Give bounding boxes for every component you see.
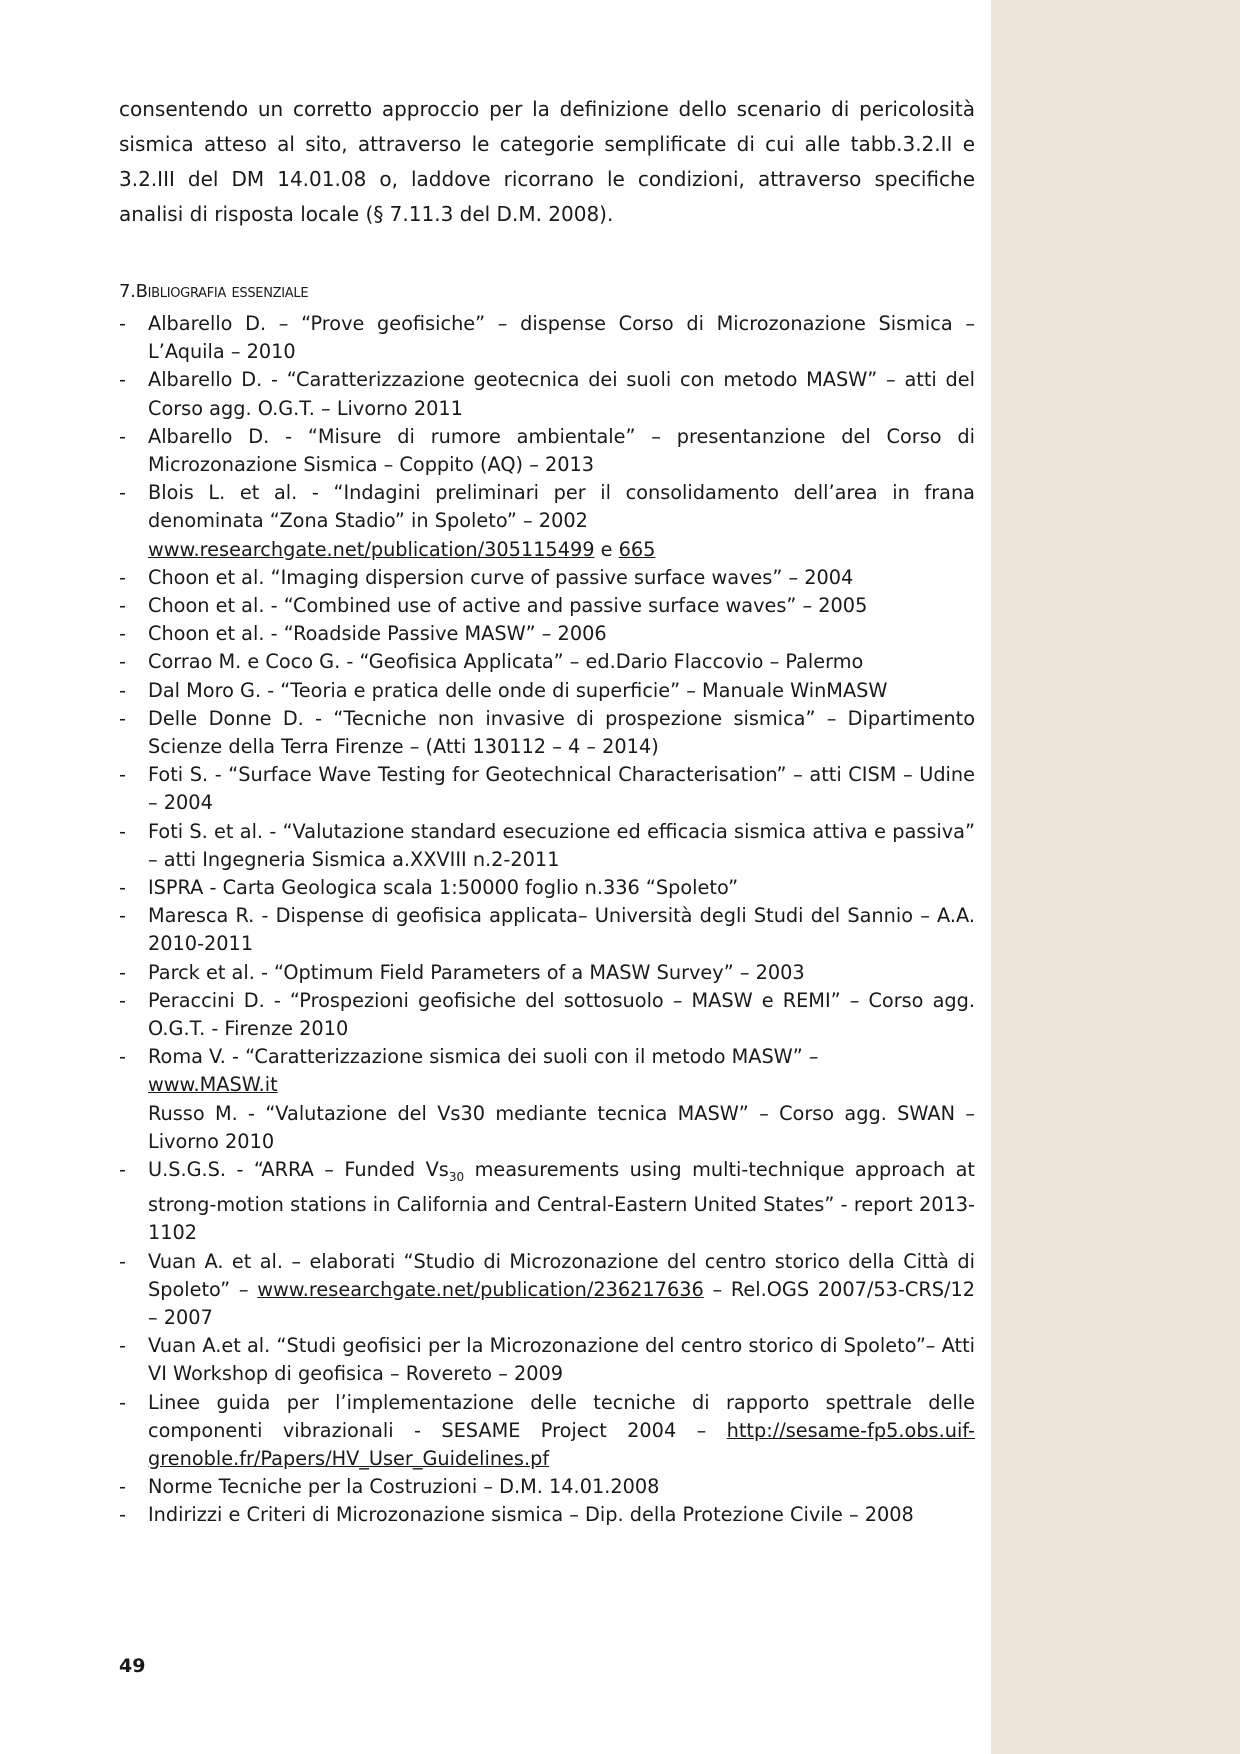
bib-item: - Albarello D. – “Prove geofisiche” – dispense Corso di Microzonazione Sismica – L’Aquila – 2010 bbox=[119, 312, 975, 364]
intro-text: consentendo un corretto approccio per la definizione dello scenario di pericolosità sismica atteso al sito, attraverso le categorie semplificate di cui alle tabb.3.2.II e 3.2.III del DM 14.01.08 o, laddove ricorrano le condizioni, attraverso specifiche analisi di risposta locale (§ 7.11.3 del D.M. 2008). bbox=[119, 97, 975, 226]
bib-item: - ISPRA - Carta Geologica scala 1:50000 foglio n.336 “Spoleto” bbox=[119, 876, 739, 900]
researchgate-link[interactable]: www.researchgate.net/publication/305115499 bbox=[148, 537, 595, 561]
page-number: 49 bbox=[119, 1655, 146, 1677]
bib-item: - Vuan A.et al. “Studi geofisici per la Microzonazione del centro storico di Spoleto”– Atti VI Workshop di geofisica – Rovereto – 2009 bbox=[119, 1334, 975, 1386]
bib-item: - U.S.G.S. - “ARRA – Funded $Vs_{30}$ measurements using multi-technique approach at strong-motion stations in California and Central-Eastern United States” - report 2013-1102 bbox=[119, 1158, 975, 1245]
document-page bbox=[119, 92, 975, 1530]
bib-item: - Choon et al. “Imaging dispersion curve of passive surface waves” – 2004 bbox=[119, 565, 854, 589]
bib-item: - Choon et al. - “Roadside Passive MASW” – 2006 bbox=[119, 622, 607, 646]
bibliography-list bbox=[119, 310, 975, 1530]
bib-item: - Vuan A. et al. – elaborati “Studio di Microzonazione del centro storico della Città di Spoleto” – www.researchgate.net/publication/236217636 – Rel.OGS 2007/53-CRS/12 – 2007 bbox=[119, 1249, 975, 1329]
intro-paragraph bbox=[119, 92, 975, 232]
bib-item: - Indirizzi e Criteri di Microzonazione sismica – Dip. della Protezione Civile – 2008 bbox=[119, 1503, 914, 1527]
bib-item: - Foti S. - “Surface Wave Testing for Geotechnical Characterisation” – atti CISM – Udine – 2004 bbox=[119, 763, 975, 815]
bib-item: - Maresca R. - Dispense di geofisica applicata– Università degli Studi del Sannio – A.A. 2010-2011 bbox=[119, 904, 975, 956]
bib-item: - Roma V. - “Caratterizzazione sismica dei suoli con il metodo MASW” – www.MASW.it Russo M. - “Valutazione del Vs30 mediante tecnica MASW” – Corso agg. SWAN – Livorno 2010 bbox=[119, 1045, 975, 1153]
bib-item: - Peraccini D. - “Prospezioni geofisiche del sottosuolo – MASW e REMI” – Corso agg. O.G.T. - Firenze 2010 bbox=[119, 988, 975, 1041]
bib-item: - Delle Donne D. - “Tecniche non invasive di prospezione sismica” – Dipartimento Scienze della Terra Firenze – (Atti 130112 – 4 – 2014) bbox=[119, 706, 975, 759]
researchgate-link-2[interactable]: www.researchgate.net/publication/236217636 bbox=[257, 1277, 704, 1301]
side-margin-band bbox=[991, 0, 1240, 1754]
bib-item: - Foti S. et al. - “Valutazione standard esecuzione ed efficacia sismica attiva e passiva” – atti Ingegneria Sismica a.XXVIII n.2-2011 bbox=[119, 819, 975, 871]
bib-item: - Linee guida per l’implementazione delle tecniche di rapporto spettrale delle componenti vibrazionali - SESAME Project 2004 – http://sesame-fp5.obs.uif-grenoble.fr/Papers/HV_User_Guidelines.pf bbox=[119, 1390, 975, 1470]
bib-item: - Dal Moro G. - “Teoria e pratica delle onde di superficie” – Manuale WinMASW bbox=[119, 678, 888, 702]
bib-item: - Blois L. et al. - “Indagini preliminari per il consolidamento dell’area in frana denominata “Zona Stadio” in Spoleto” – 2002 www.researchgate.net/publication/305115499 e 665 bbox=[119, 481, 975, 561]
bib-item: - Albarello D. - “Misure di rumore ambientale” – presentanzione del Corso di Microzonazione Sismica – Coppito (AQ) – 2013 bbox=[119, 424, 975, 477]
researchgate-link-665[interactable]: 665 bbox=[618, 537, 656, 561]
sesame-link[interactable]: http://sesame-fp5.obs.uif-grenoble.fr/Papers/HV_User_Guidelines.pf bbox=[148, 1418, 975, 1470]
bib-item: - Corrao M. e Coco G. - “Geofisica Applicata” – ed.Dario Flaccovio – Palermo bbox=[119, 650, 864, 674]
bib-item: - Norme Tecniche per la Costruzioni – D.M. 14.01.2008 bbox=[119, 1475, 660, 1499]
bib-item: - Choon et al. - “Combined use of active and passive surface waves” – 2005 bbox=[119, 594, 868, 618]
bib-item: - Albarello D. - “Caratterizzazione geotecnica dei suoli con metodo MASW” – atti del Corso agg. O.G.T. – Livorno 2011 bbox=[119, 368, 975, 420]
bib-item: - Parck et al. - “Optimum Field Parameters of a MASW Survey” – 2003 bbox=[119, 960, 805, 984]
masw-link[interactable]: www.MASW.it bbox=[148, 1073, 278, 1097]
section-title: 7.Bibliografia essenziale bbox=[119, 281, 309, 302]
